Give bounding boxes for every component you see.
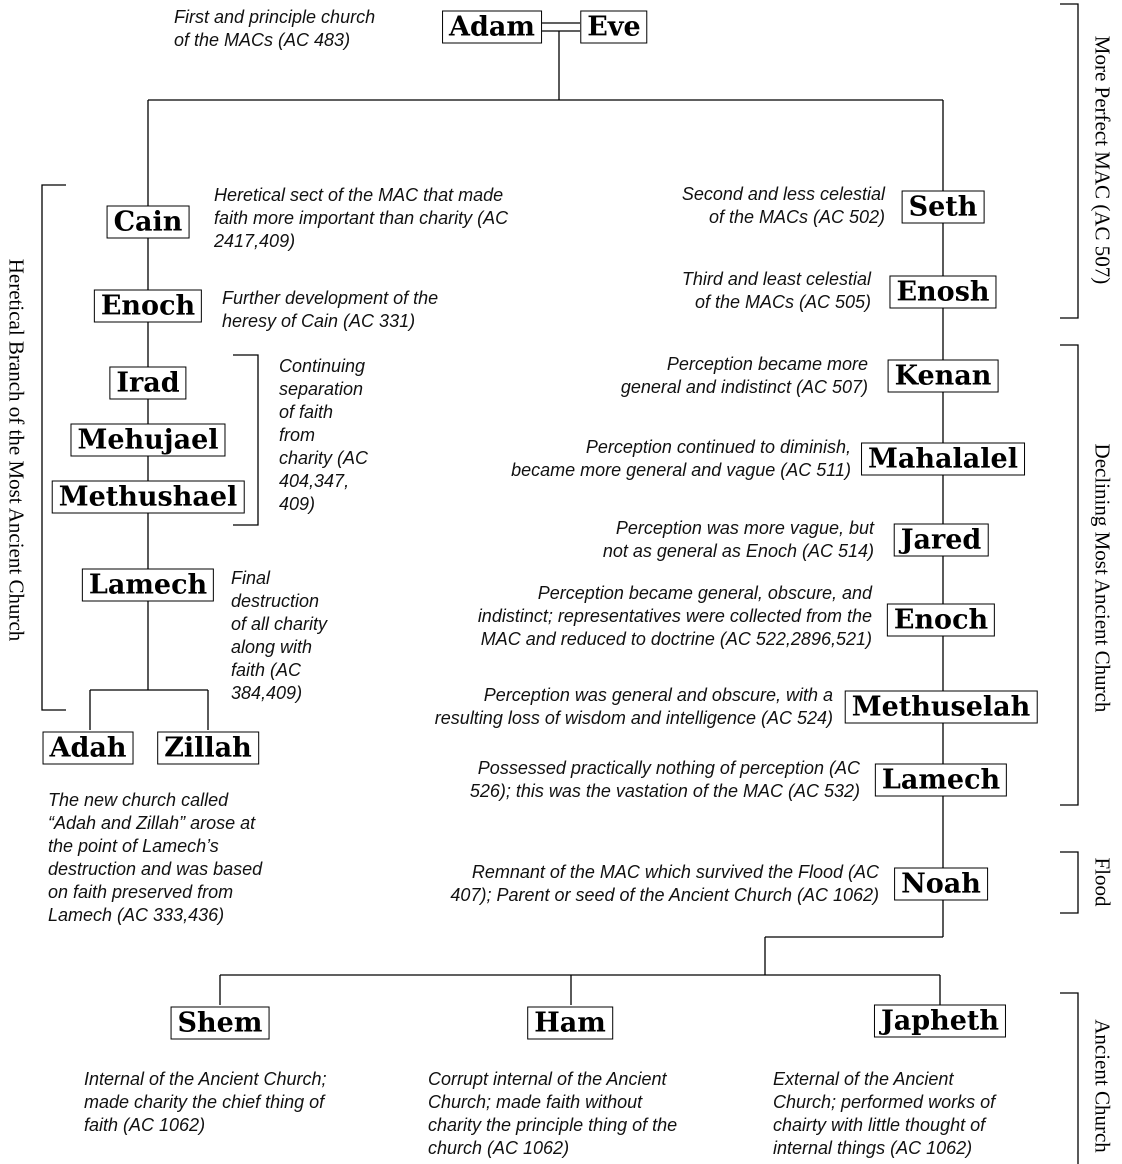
node-enosh: Enosh — [889, 276, 996, 309]
note-lamech-seth: Possessed practically nothing of perception (AC 526); this was the vastation of the MAC (AC 532) — [469, 758, 860, 801]
side-label-declining: Declining Most Ancient Church — [1090, 443, 1115, 713]
note-ham: Corrupt internal of the Ancient Church; made faith without charity the principle thing of the church (AC 1062) — [428, 1069, 678, 1158]
node-seth: Seth — [902, 191, 985, 224]
note-methuselah: Perception was general and obscure, with a resulting loss of wisdom and intelligence (AC 524) — [434, 685, 833, 728]
note-lamech-cain: Final destruction of all charity along with faith (AC 384,409) — [231, 568, 328, 703]
node-noah: Noah — [894, 868, 988, 901]
note-seth: Second and less celestial of the MACs (AC 502) — [681, 184, 885, 227]
note-noah: Remnant of the MAC which survived the Flood (AC 407); Parent or seed of the Ancient Church (AC 1062) — [450, 862, 879, 905]
note-mahalalel: Perception continued to diminish, became more general and vague (AC 511) — [511, 437, 851, 480]
note-irad-group: Continuing separation of faith from charity (AC 404,347, 409) — [279, 356, 369, 514]
node-eve: Eve — [580, 11, 647, 44]
side-label-heretical: Heretical Branch of the Most Ancient Church — [4, 258, 29, 642]
node-adam: Adam — [442, 11, 542, 44]
side-label-flood: Flood — [1090, 857, 1115, 907]
note-kenan: Perception became more general and indistinct (AC 507) — [620, 354, 868, 397]
note-shem: Internal of the Ancient Church; made charity the chief thing of faith (AC 1062) — [84, 1069, 327, 1135]
node-ham: Ham — [527, 1007, 613, 1040]
node-methushael: Methushael — [52, 481, 245, 514]
node-methuselah: Methuselah — [845, 691, 1038, 724]
side-label-more-perfect: More Perfect MAC (AC 507) — [1090, 35, 1115, 285]
node-cain: Cain — [107, 206, 190, 239]
node-lamech-cain: Lamech — [82, 569, 214, 602]
node-jared: Jared — [894, 524, 989, 557]
node-mehujael: Mehujael — [70, 424, 225, 457]
note-enoch-cain: Further development of the heresy of Cain (AC 331) — [222, 288, 439, 331]
note-adam: First and principle church of the MACs (AC 483) — [174, 7, 376, 50]
node-adah: Adah — [43, 732, 134, 765]
note-japheth: External of the Ancient Church; performed works of chairty with little thought of internal things (AC 1062) — [773, 1069, 996, 1158]
node-kenan: Kenan — [888, 360, 999, 393]
note-enosh: Third and least celestial of the MACs (AC 505) — [681, 269, 871, 312]
side-label-ancient: Ancient Church — [1090, 1019, 1115, 1153]
node-zillah: Zillah — [157, 732, 259, 765]
node-lamech-seth: Lamech — [875, 764, 1007, 797]
note-adah-zillah: The new church called “Adah and Zillah” arose at the point of Lamech’s destruction and was based on faith preserved from Lamech (AC 333,436) — [48, 790, 263, 925]
node-mahalalel: Mahalalel — [861, 443, 1025, 476]
note-jared: Perception was more vague, but not as general as Enoch (AC 514) — [602, 518, 874, 561]
note-cain: Heretical sect of the MAC that made faith more important than charity (AC 2417,409) — [214, 185, 509, 251]
note-enoch-seth: Perception became general, obscure, and indistinct; representatives were collected from the MAC and reduced to doctrine (AC 522,2896,521) — [477, 583, 872, 649]
node-japheth: Japheth — [874, 1005, 1006, 1038]
node-shem: Shem — [171, 1007, 270, 1040]
node-irad: Irad — [109, 367, 186, 400]
node-enoch-seth: Enoch — [887, 604, 995, 637]
node-enoch-cain: Enoch — [94, 290, 202, 323]
